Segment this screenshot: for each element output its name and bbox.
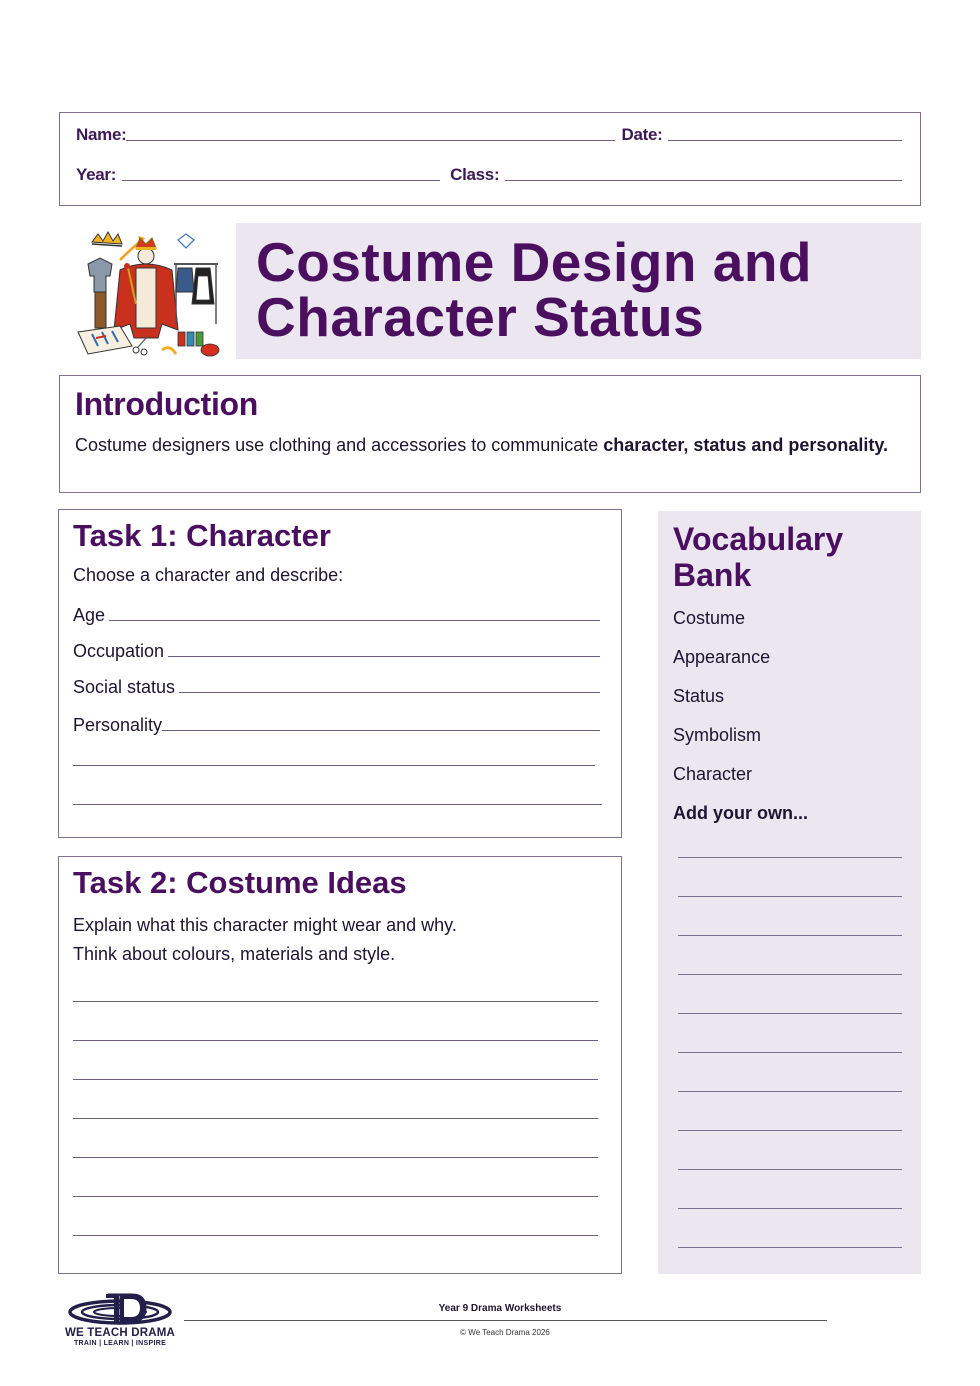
vocab-write-line[interactable] xyxy=(678,857,902,858)
age-label: Age xyxy=(73,605,106,625)
vocab-item: Character xyxy=(673,764,753,784)
introduction-text-bold: character, status and personality. xyxy=(603,435,889,455)
date-input-line[interactable] xyxy=(668,140,902,141)
name-input-line[interactable] xyxy=(126,140,615,141)
task2-heading: Task 2: Costume Ideas xyxy=(73,865,407,900)
class-label: Class: xyxy=(450,165,500,184)
task2-prompt-2: Think about colours, materials and style. xyxy=(73,944,396,964)
social-status-input-line[interactable] xyxy=(179,692,600,693)
age-input-line[interactable] xyxy=(109,620,600,621)
date-label: Date: xyxy=(621,125,663,144)
vocabulary-heading-line1: Vocabulary xyxy=(673,521,844,557)
vocab-item: Appearance xyxy=(673,647,771,667)
we-teach-drama-logo xyxy=(60,1290,180,1348)
vocab-write-line[interactable] xyxy=(678,1247,902,1248)
name-date-row xyxy=(76,125,902,145)
introduction-text-plain: Costume designers use clothing and accessories to communicate xyxy=(75,435,604,455)
class-input-line[interactable] xyxy=(505,180,902,181)
page-title-line2: Character Status xyxy=(256,286,705,348)
vocab-write-line[interactable] xyxy=(678,1013,902,1014)
introduction-section xyxy=(59,375,921,493)
vocab-write-line[interactable] xyxy=(678,1052,902,1053)
introduction-text xyxy=(75,432,905,459)
costume-illustration xyxy=(70,220,222,362)
task1-answer-line[interactable] xyxy=(73,765,595,766)
occupation-field[interactable] xyxy=(73,626,607,662)
occupation-label: Occupation xyxy=(73,641,165,661)
year-input-line[interactable] xyxy=(122,180,440,181)
social-status-label: Social status xyxy=(73,677,176,697)
introduction-heading: Introduction xyxy=(75,386,259,422)
task2-answer-line[interactable] xyxy=(73,1196,598,1197)
task1-heading: Task 1: Character xyxy=(73,518,331,553)
name-label: Name: xyxy=(76,125,127,144)
drama-logo-icon xyxy=(60,1290,180,1326)
vocab-write-line[interactable] xyxy=(678,1130,902,1131)
costume-illustration-icon xyxy=(70,220,222,362)
task2-answer-line[interactable] xyxy=(73,1040,598,1041)
personality-input-line[interactable] xyxy=(162,730,600,731)
task2-prompt-1: Explain what this character might wear and why. xyxy=(73,915,457,935)
vocab-write-line[interactable] xyxy=(678,1091,902,1092)
logo-text: WE TEACH DRAMA xyxy=(64,1327,176,1339)
social-status-field[interactable] xyxy=(73,662,607,698)
vocab-item: Symbolism xyxy=(673,725,762,745)
age-field[interactable] xyxy=(73,590,607,626)
personality-label: Personality xyxy=(73,715,163,735)
vocab-item: Status xyxy=(673,686,725,706)
task1-prompt: Choose a character and describe: xyxy=(73,565,344,585)
footer-divider xyxy=(184,1320,827,1321)
footer-series-title: Year 9 Drama Worksheets xyxy=(438,1303,562,1314)
vocab-write-line[interactable] xyxy=(678,974,902,975)
task2-answer-line[interactable] xyxy=(73,1235,598,1236)
vocabulary-bank xyxy=(658,511,921,1274)
footer-copyright: © We Teach Drama 2026 xyxy=(460,1328,550,1337)
occupation-input-line[interactable] xyxy=(168,656,600,657)
year-label: Year: xyxy=(76,165,117,184)
page-title xyxy=(256,231,921,348)
vocab-write-line[interactable] xyxy=(678,935,902,936)
vocabulary-heading-line2: Bank xyxy=(673,557,752,593)
task1-section xyxy=(58,509,622,838)
task2-section xyxy=(58,856,622,1274)
task2-answer-line[interactable] xyxy=(73,1118,598,1119)
task2-answer-line[interactable] xyxy=(73,1157,598,1158)
vocabulary-heading xyxy=(673,521,906,593)
task2-answer-line[interactable] xyxy=(73,1079,598,1080)
title-banner xyxy=(236,223,921,359)
page-title-line1: Costume Design and xyxy=(256,231,813,293)
personality-field[interactable] xyxy=(73,698,607,736)
logo-tagline: TRAIN | LEARN | INSPIRE xyxy=(73,1340,167,1347)
vocab-write-line[interactable] xyxy=(678,1169,902,1170)
student-info-box xyxy=(59,112,921,206)
vocab-add-own-label: Add your own... xyxy=(673,803,808,823)
task1-answer-line[interactable] xyxy=(73,804,602,805)
vocab-write-line[interactable] xyxy=(678,1208,902,1209)
task2-answer-line[interactable] xyxy=(73,1001,598,1002)
year-class-row xyxy=(76,165,902,185)
vocab-write-line[interactable] xyxy=(678,896,902,897)
vocab-item: Costume xyxy=(673,608,746,628)
